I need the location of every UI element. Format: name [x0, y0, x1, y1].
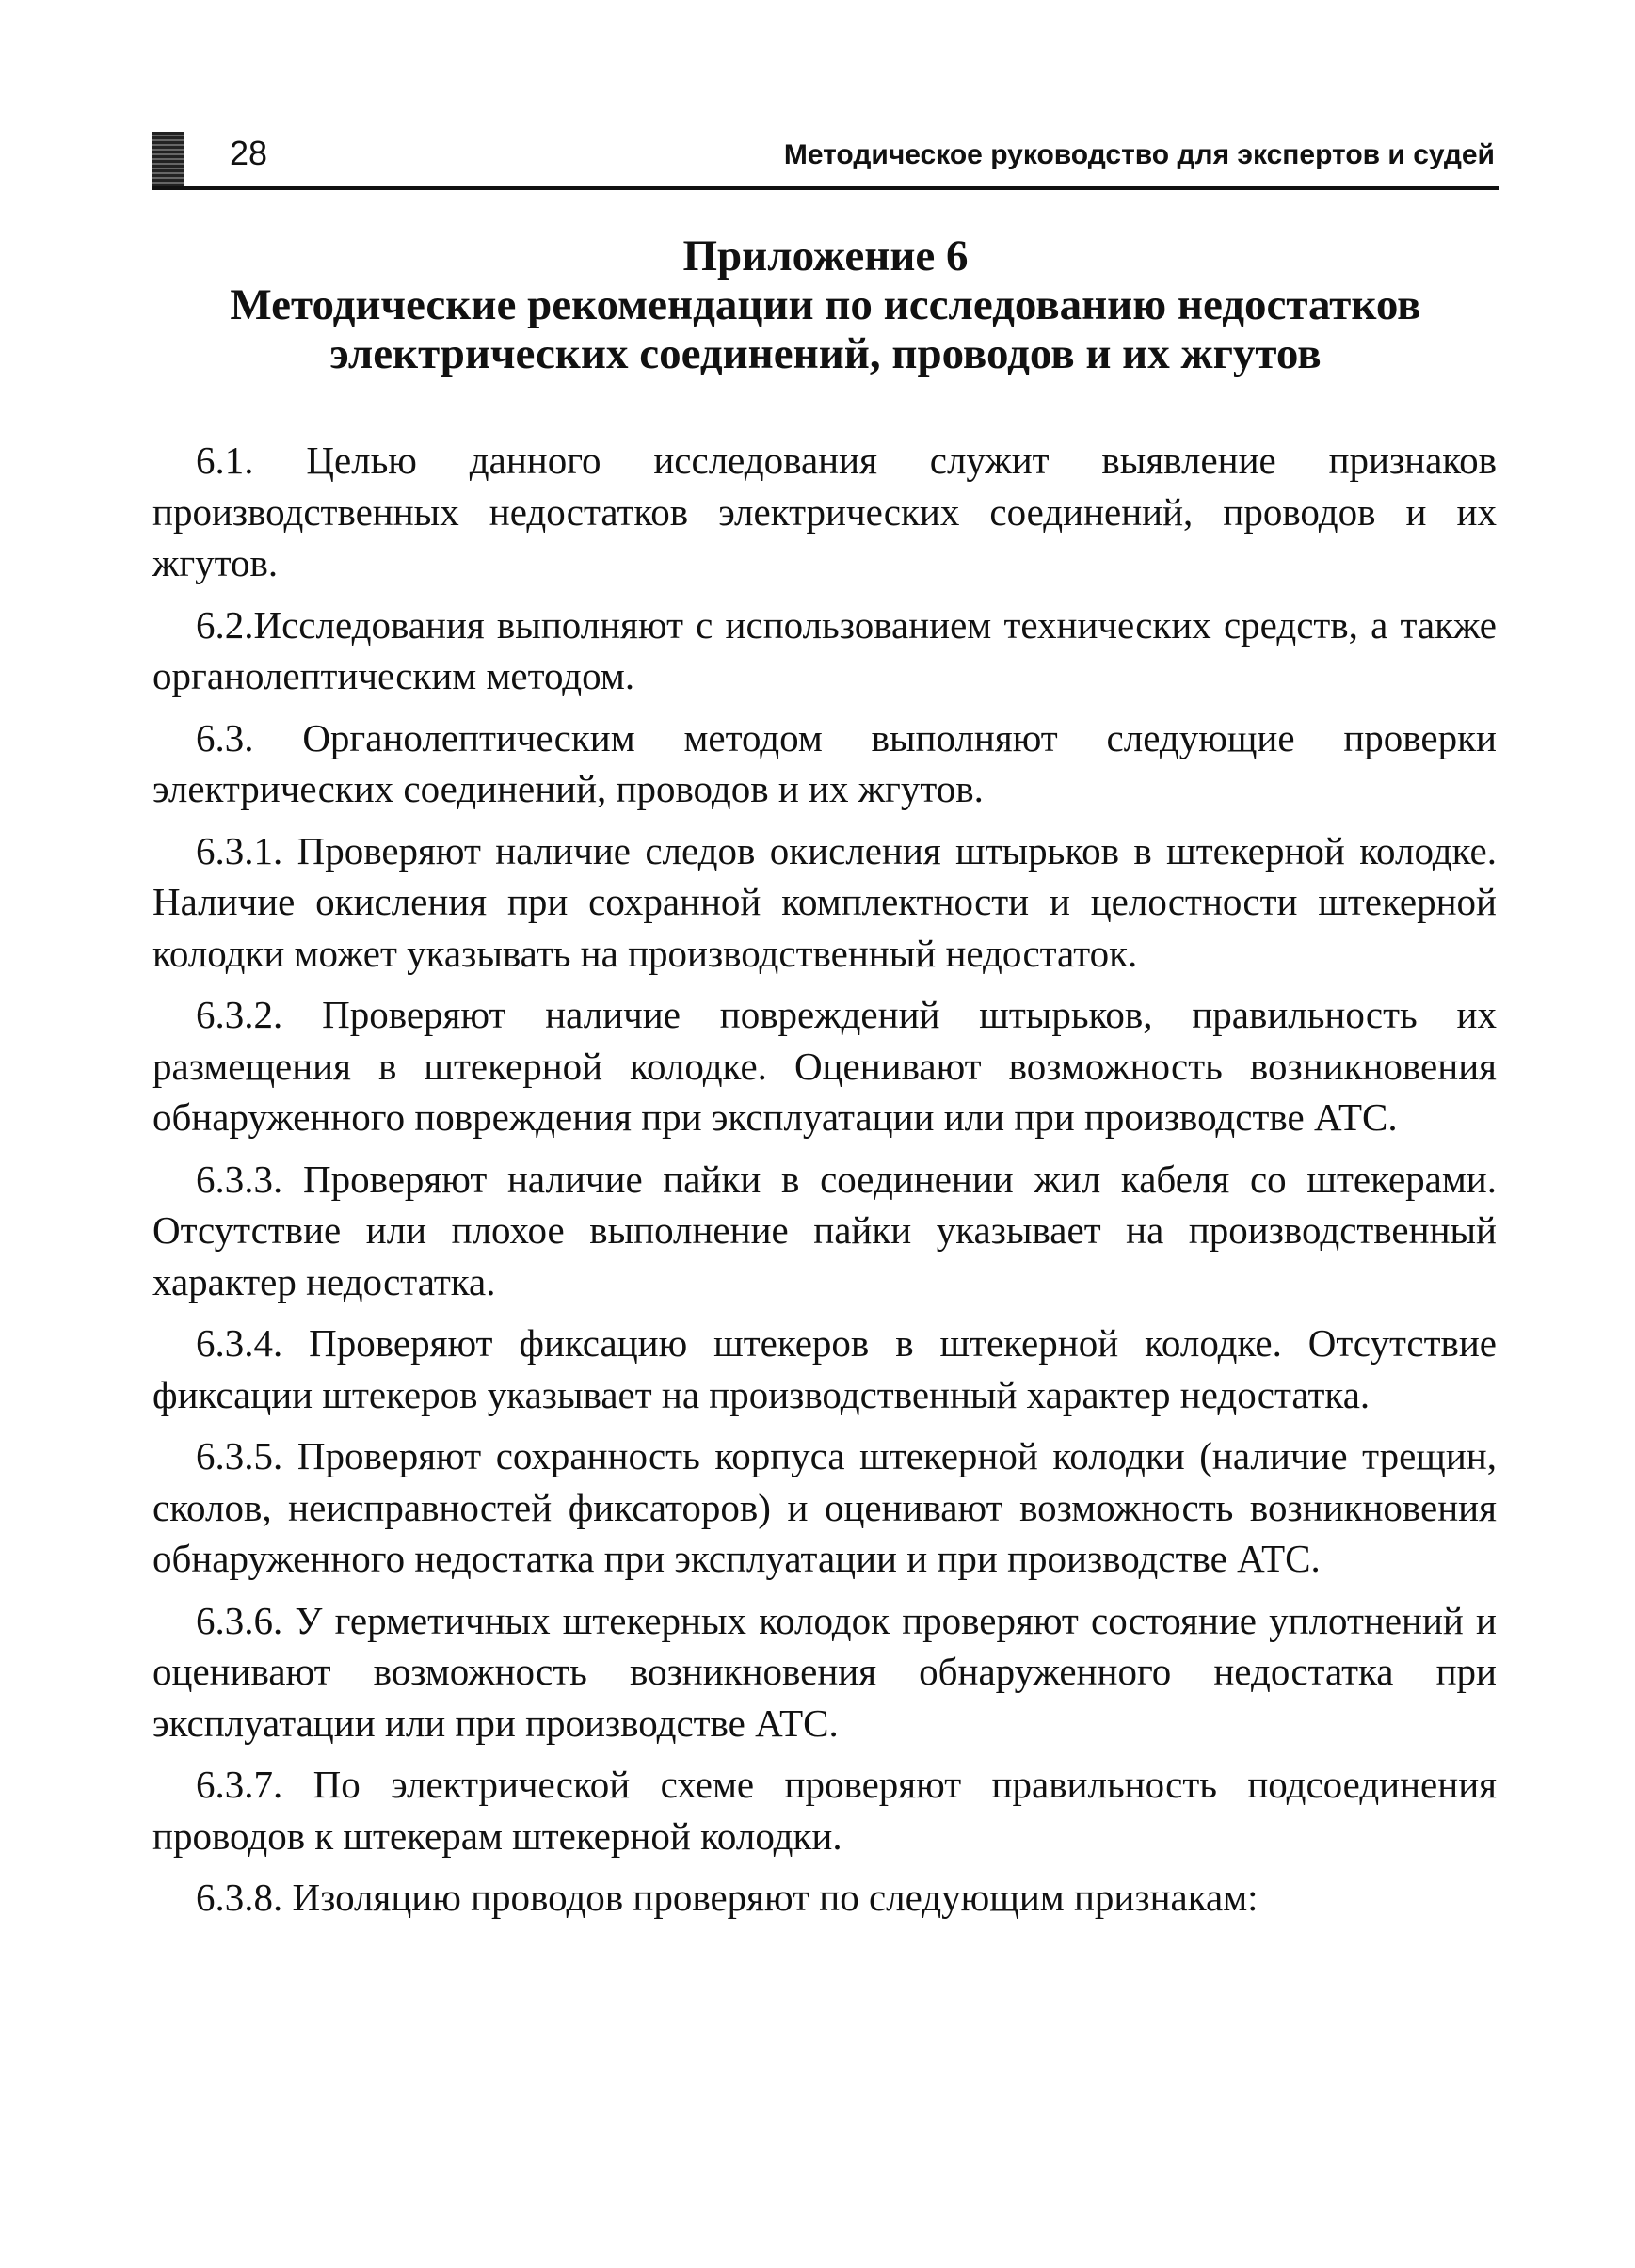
paragraph-6-3-5: 6.3.5. Проверяют сохранность корпуса штекерной колодки (наличие трещин, сколов, неисправностей фиксаторов) и оценивают возможность возникновения обнаруженного недостатка при эксплуатации и при производстве АТС. [152, 1434, 1497, 1580]
paragraph-6-3-7: 6.3.7. По электрической схеме проверяют правильность подсоединения проводов к штекерам штекерной колодки. [152, 1763, 1497, 1858]
appendix-title-line-1: Методические рекомендации по исследованию недостатков [230, 280, 1421, 329]
appendix-number: Приложение 6 [682, 232, 969, 280]
appendix-heading [152, 232, 1499, 378]
paragraph-6-3: 6.3. Органолептическим методом выполняют следующие проверки электрических соединений, проводов и их жгутов. [152, 715, 1497, 810]
paragraph-6-3-8: 6.3.8. Изоляцию проводов проверяют по следующим признакам: [196, 1876, 1258, 1919]
paragraph-6-3-2: 6.3.2. Проверяют наличие повреждений штырьков, правильность их размещения в штекерной колодке. Оценивают возможность возникновения обнаруженного повреждения при эксплуатации или при производстве АТС. [152, 993, 1497, 1139]
body-text [152, 435, 1497, 1934]
appendix-title-line-2: электрических соединений, проводов и их жгутов [329, 329, 1322, 378]
header-mark-icon [152, 132, 184, 186]
paragraph-6-3-1: 6.3.1. Проверяют наличие следов окисления штырьков в штекерной колодке. Наличие окисления при сохранной комплектности и целостности штекерной колодки может указывать на производственный недостаток. [152, 828, 1497, 975]
paragraph-6-3-4: 6.3.4. Проверяют фиксацию штекеров в штекерной колодке. Отсутствие фиксации штекеров указывает на производственный характер недостатка. [152, 1321, 1497, 1416]
paragraph-6-2: 6.2.Исследования выполняют с использованием технических средств, а также органолептическим методом. [152, 602, 1497, 697]
paragraph-6-3-3: 6.3.3. Проверяют наличие пайки в соединении жил кабеля со штекерами. Отсутствие или плохое выполнение пайки указывает на производственный характер недостатка. [152, 1157, 1497, 1303]
running-title: Методическое руководство для экспертов и судей [783, 139, 1495, 170]
paragraph-6-1: 6.1. Целью данного исследования служит выявление признаков производственных недостатков электрических соединений, проводов и их жгутов. [152, 439, 1497, 584]
page-number: 28 [230, 134, 268, 172]
paragraph-6-3-6: 6.3.6. У герметичных штекерных колодок проверяют состояние уплотнений и оценивают возможность возникновения обнаруженного недостатка при эксплуатации или при производстве АТС. [152, 1598, 1497, 1745]
page-header [152, 130, 1499, 190]
